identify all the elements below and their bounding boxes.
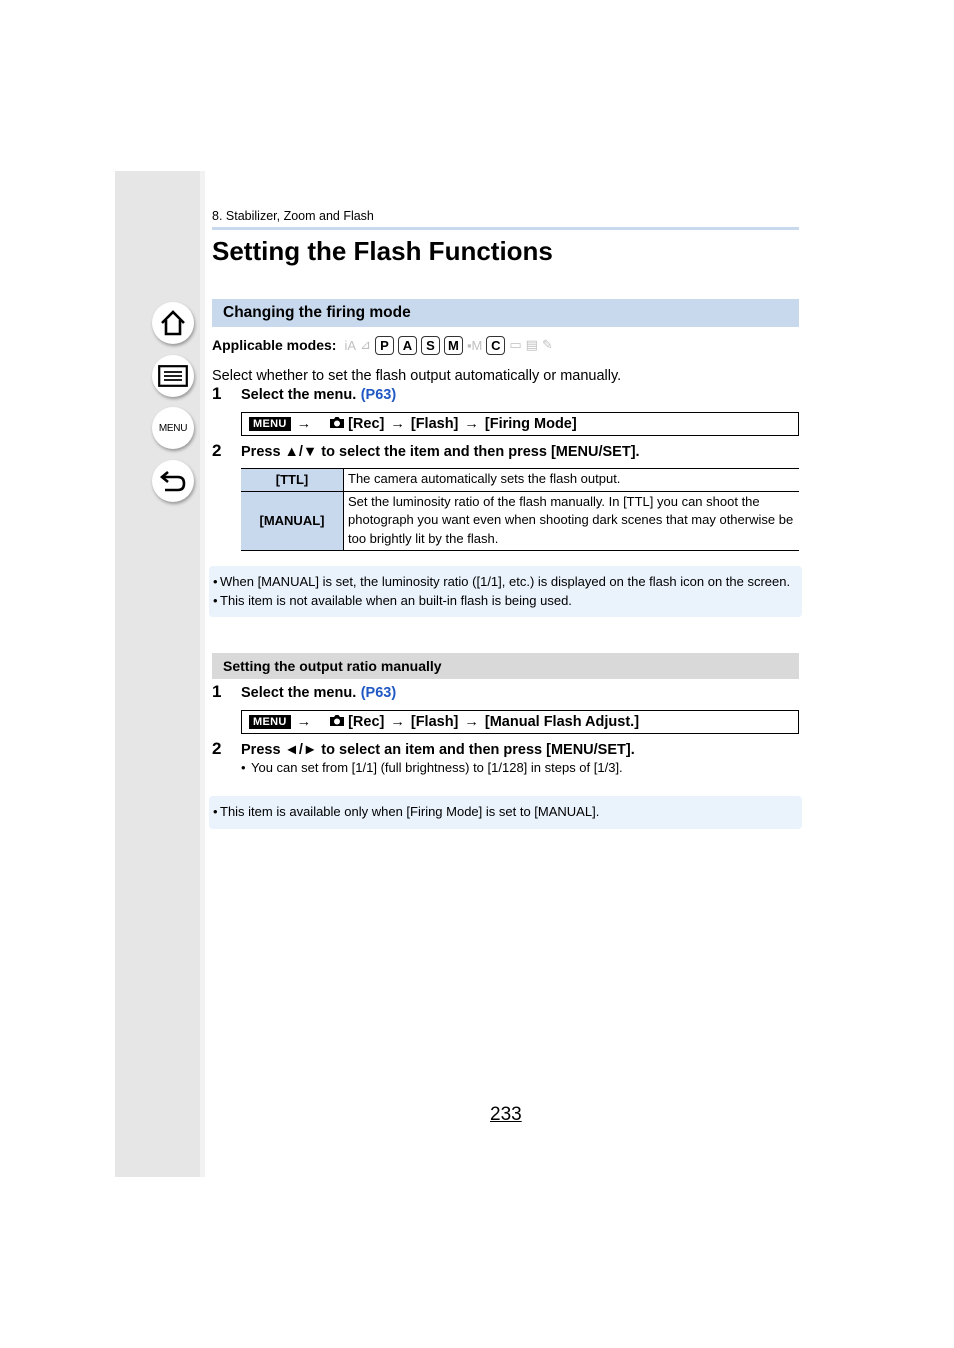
menu-badge: MENU bbox=[249, 417, 291, 431]
menu-path-firing-mode: MENU → [Rec] → [Flash] → [Firing Mode] bbox=[241, 412, 799, 436]
header-rule bbox=[212, 227, 799, 230]
step-1-text: Select the menu. bbox=[241, 685, 357, 701]
intro-text: Select whether to set the flash output automatically or manually. bbox=[212, 368, 622, 384]
step-1 bbox=[241, 684, 396, 702]
mode-c-icon: C bbox=[486, 336, 505, 355]
step-2-text: Press ◄/► to select an item and then press [MENU/SET]. bbox=[241, 742, 635, 758]
panorama-icon: ▭ bbox=[509, 337, 522, 352]
mode-s-icon: S bbox=[421, 336, 440, 355]
mode-a-icon: A bbox=[398, 336, 417, 355]
scene-guide-icon: ▤ bbox=[525, 337, 538, 352]
step-2-bullet-text: You can set from [1/1] (full brightness) to [1/128] in steps of [1/3]. bbox=[251, 760, 623, 775]
bullet: • bbox=[213, 592, 218, 608]
step-1 bbox=[241, 386, 396, 404]
page-number: 233 bbox=[490, 1104, 522, 1125]
breadcrumb: 8. Stabilizer, Zoom and Flash bbox=[212, 209, 374, 223]
section-heading-output-ratio bbox=[212, 653, 799, 679]
section-heading-firing-mode bbox=[212, 299, 799, 327]
intelligent-auto-plus-icon: ⊿ bbox=[360, 337, 371, 352]
menu-badge: MENU bbox=[249, 715, 291, 729]
note-text: When [MANUAL] is set, the luminosity ratio ([1/1], etc.) is displayed on the flash icon on the screen. bbox=[220, 574, 791, 589]
contents-button[interactable] bbox=[152, 355, 194, 397]
menu-manual-flash-adjust: [Manual Flash Adjust.] bbox=[484, 714, 640, 730]
table-row bbox=[241, 469, 799, 492]
back-button[interactable] bbox=[152, 460, 194, 502]
step-2-text: Press ▲/▼ to select the item and then press [MENU/SET]. bbox=[241, 444, 640, 460]
step-1-number: 1 bbox=[212, 682, 222, 701]
step-1-number: 1 bbox=[212, 384, 222, 403]
creative-control-icon: ✎ bbox=[541, 337, 553, 352]
mode-m-icon: M bbox=[444, 336, 463, 355]
option-key: [TTL] bbox=[241, 469, 344, 492]
list-icon bbox=[158, 365, 188, 387]
note-text: This item is not available when an built-in flash is being used. bbox=[220, 592, 572, 608]
bullet: • bbox=[213, 804, 218, 819]
list-item bbox=[213, 573, 792, 592]
page-link-p63[interactable]: (P63) bbox=[360, 387, 397, 403]
list-item bbox=[213, 803, 792, 822]
option-desc: The camera automatically sets the flash output. bbox=[344, 469, 800, 492]
page-link-p63[interactable]: (P63) bbox=[360, 685, 397, 701]
page-title: Setting the Flash Functions bbox=[212, 236, 553, 266]
bullet: • bbox=[213, 574, 218, 589]
menu-flash: [Flash] bbox=[410, 416, 459, 432]
arrow: → bbox=[296, 714, 312, 730]
menu-rec: [Rec] bbox=[348, 416, 385, 432]
note-box-2 bbox=[209, 796, 802, 829]
table-row bbox=[241, 491, 799, 551]
step-2 bbox=[241, 443, 640, 461]
section-heading-text: Changing the firing mode bbox=[223, 304, 411, 321]
step-2 bbox=[241, 741, 635, 759]
note-text: This item is available only when [Firing Mode] is set to [MANUAL]. bbox=[220, 804, 600, 819]
step-2-number: 2 bbox=[212, 441, 222, 460]
section-heading-text: Setting the output ratio manually bbox=[223, 658, 442, 674]
note-box-1 bbox=[209, 566, 802, 617]
option-key: [MANUAL] bbox=[241, 491, 344, 551]
menu-firing-mode: [Firing Mode] bbox=[484, 416, 577, 432]
list-item bbox=[213, 592, 792, 611]
options-table bbox=[241, 468, 799, 551]
creative-video-icon: ▪M bbox=[466, 337, 483, 353]
arrow: → bbox=[296, 416, 312, 432]
step-2-number: 2 bbox=[212, 739, 222, 758]
sidebar-edge bbox=[200, 171, 205, 1177]
menu-button-label: MENU bbox=[158, 422, 188, 434]
mode-icons bbox=[344, 336, 552, 355]
bullet: • bbox=[241, 760, 246, 775]
applicable-modes bbox=[212, 335, 553, 355]
camera-icon bbox=[329, 416, 345, 433]
step-2-bullet bbox=[241, 760, 623, 775]
menu-rec: [Rec] bbox=[348, 714, 385, 730]
home-icon bbox=[159, 309, 187, 337]
intelligent-auto-icon: iA bbox=[344, 337, 357, 353]
step-1-text: Select the menu. bbox=[241, 387, 357, 403]
camera-icon bbox=[329, 714, 345, 731]
menu-flash: [Flash] bbox=[410, 714, 459, 730]
home-button[interactable] bbox=[152, 302, 194, 344]
menu-button[interactable] bbox=[152, 407, 194, 449]
applicable-modes-label: Applicable modes: bbox=[212, 337, 337, 353]
back-arrow-icon bbox=[159, 468, 187, 494]
option-desc: Set the luminosity ratio of the flash manually. In [TTL] you can shoot the photograph you want even when shooting dark scenes that may otherwise be too brightly lit by the flash. bbox=[344, 491, 800, 551]
menu-path-manual-flash-adjust: MENU → [Rec] → [Flash] → [Manual Flash Adjust.] bbox=[241, 710, 799, 734]
mode-p-icon: P bbox=[375, 336, 394, 355]
